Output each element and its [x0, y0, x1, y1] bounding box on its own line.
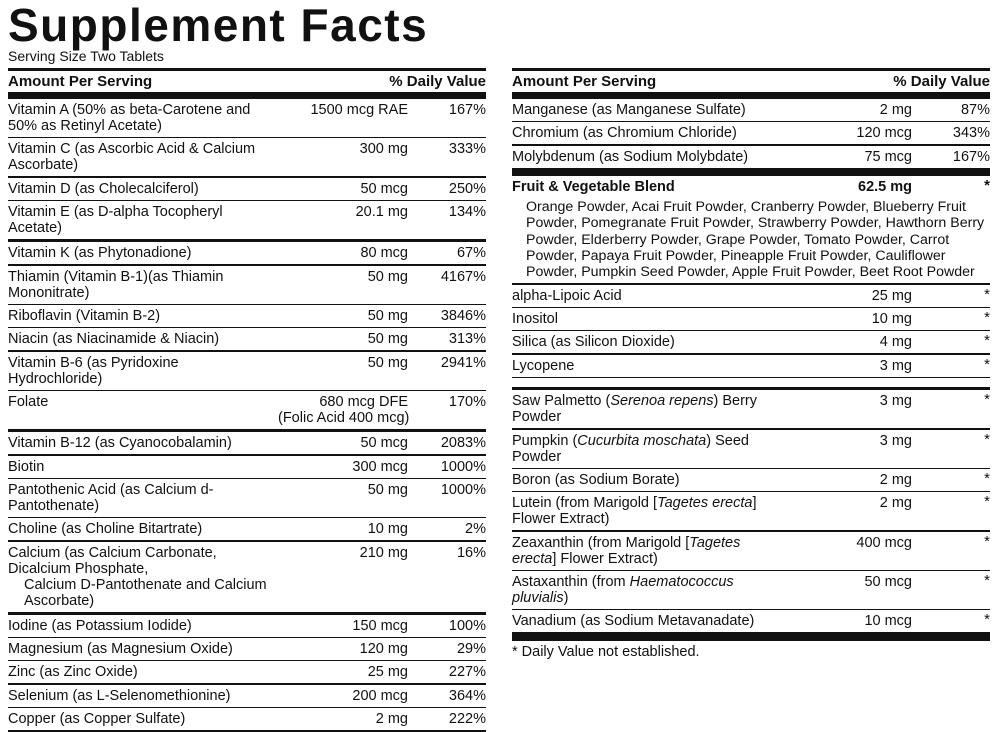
nutrient-amount: 680 mcg DFE (Folic Acid 400 mcg) [278, 394, 410, 427]
nutrient-name: Folate [8, 394, 49, 411]
nutrient-row [8, 328, 486, 350]
nutrient-name: Vitamin E (as D-alpha Tocopheryl Acetate) [8, 204, 223, 237]
nutrient-row [8, 391, 486, 429]
nutrient-amount: 2 mg [375, 711, 408, 728]
nutrient-amount: 50 mcg [360, 180, 408, 197]
nutrient-daily-value: * [984, 308, 990, 326]
nutrient-name: Pumpkin (Cucurbita moschata) Seed Powder [512, 432, 749, 465]
nutrient-row [8, 518, 486, 540]
nutrient-amount: 25 mg [367, 664, 408, 681]
nutrient-daily-value: * [984, 469, 990, 487]
right-rows-container [512, 99, 990, 660]
botanical-name: Cucurbita moschata [577, 432, 707, 449]
nutrient-daily-value: 313% [448, 331, 486, 348]
nutrient-name-continuation: Calcium D-Pantothenate and Calcium Ascorbate) [24, 576, 267, 609]
botanical-name: Tagetes erecta [512, 534, 741, 567]
nutrient-name: Saw Palmetto (Serenoa repens) Berry Powder [512, 393, 758, 426]
group-spacer [512, 378, 990, 387]
nutrient-name: Vitamin A (50% as beta-Carotene and 50% as Retinyl Acetate) [8, 102, 251, 134]
nutrient-daily-value: * [984, 391, 990, 409]
nutrient-daily-value: * [984, 355, 990, 373]
nutrient-amount: 20.1 mg [355, 204, 408, 221]
nutrient-amount: 150 mcg [352, 617, 408, 634]
nutrient-row [8, 352, 486, 390]
nutrient-name: Vitamin B-6 (as Pyridoxine Hydrochloride) [8, 354, 179, 387]
header-bottom-bar-right [512, 92, 990, 99]
nutrient-name: Vitamin D (as Cholecalciferol) [8, 180, 199, 197]
nutrient-daily-value: 2941% [440, 354, 486, 371]
nutrient-row [8, 242, 486, 264]
left-column-header [8, 71, 486, 92]
nutrient-daily-value: 167% [448, 102, 486, 118]
nutrient-daily-value: 170% [448, 394, 486, 411]
nutrient-name: Silica (as Silicon Dioxide) [512, 334, 675, 351]
nutrient-amount: 3 mg [879, 432, 912, 449]
botanical-name: Tagetes erecta [657, 495, 753, 512]
nutrient-amount-sub: (Folic Acid 400 mcg) [278, 410, 410, 427]
nutrient-amount: 50 mg [367, 331, 408, 348]
nutrient-daily-value: * [984, 430, 990, 448]
nutrient-name: Magnesium (as Magnesium Oxide) [8, 641, 233, 658]
botanical-name: Serenoa repens [610, 393, 714, 410]
nutrient-name: Vitamin C (as Ascorbic Acid & Calcium Ascorbate) [8, 141, 256, 174]
daily-value-footnote: * Daily Value not established. [512, 643, 700, 660]
nutrient-amount: 50 mg [367, 481, 408, 498]
nutrient-amount: 62.5 mg [858, 179, 912, 196]
nutrient-daily-value: 364% [448, 687, 486, 704]
nutrient-daily-value: 134% [448, 204, 486, 221]
header-bottom-bar [8, 92, 486, 99]
nutrient-amount: 50 mcg [360, 435, 408, 452]
nutrient-name: Lutein (from Marigold [Tagetes erecta] Flower Extract) [512, 495, 757, 528]
nutrient-row [512, 571, 990, 609]
nutrient-row [8, 201, 486, 239]
nutrient-amount: 50 mg [367, 307, 408, 324]
nutrient-row [512, 122, 990, 144]
nutrient-daily-value: 250% [448, 180, 486, 197]
nutrient-row [8, 266, 486, 304]
daily-value-header-right: % Daily Value [893, 73, 990, 90]
nutrient-row [512, 146, 990, 168]
nutrient-row [8, 615, 486, 637]
daily-value-header: % Daily Value [389, 73, 486, 90]
nutrient-daily-value: 100% [448, 617, 486, 634]
nutrient-amount: 75 mcg [864, 148, 912, 165]
nutrient-daily-value: * [984, 177, 990, 195]
nutrient-amount: 120 mg [359, 641, 408, 658]
nutrient-amount: 1500 mcg RAE [310, 102, 408, 118]
nutrient-amount: 300 mcg [352, 458, 408, 475]
nutrient-amount: 50 mg [367, 268, 408, 285]
nutrient-daily-value: * [984, 611, 990, 629]
nutrient-amount: 50 mcg [864, 574, 912, 591]
nutrient-name: Molybdenum (as Sodium Molybdate) [512, 148, 749, 165]
nutrient-row [8, 305, 486, 327]
page-title: Supplement Facts [8, 0, 429, 51]
nutrient-amount: 120 mcg [856, 125, 912, 142]
nutrient-name: Lycopene [512, 357, 575, 374]
nutrient-amount: 10 mg [367, 521, 408, 538]
nutrient-row [512, 532, 990, 570]
nutrient-name: Boron (as Sodium Borate) [512, 471, 680, 488]
left-nutrition-panel [8, 68, 486, 732]
nutrient-name: Chromium (as Chromium Chloride) [512, 125, 737, 142]
nutrient-name: Manganese (as Manganese Sulfate) [512, 102, 746, 118]
blend-ingredients-text: Orange Powder, Acai Fruit Powder, Cranberry Powder, Blueberry Fruit Powder, Pomegranate Fruit Powder, Strawberry Powder, Hawthorn Berry Powder, Elderberry Powder, Grape Powder, Tomato Powder, Carrot Powder, Papaya Fruit Powder, Pineapple Fruit Powder, Cauliflower Powder, Pumpkin Seed Powder, Apple Fruit Powder, Beet Root Powder [526, 199, 985, 280]
botanical-name: Haematococcus pluvialis [512, 574, 734, 607]
nutrient-row [8, 479, 486, 517]
nutrient-name: Vitamin K (as Phytonadione) [8, 245, 192, 262]
nutrient-name: Astaxanthin (from Haematococcus pluvialis) [512, 574, 734, 607]
nutrient-daily-value: 1000% [440, 458, 486, 475]
nutrient-name: Biotin [8, 458, 45, 475]
nutrient-name: Thiamin (Vitamin B-1)(as Thiamin Mononitrate) [8, 268, 224, 301]
row-separator [8, 730, 486, 731]
nutrient-name: Zinc (as Zinc Oxide) [8, 664, 138, 681]
nutrient-row [512, 99, 990, 121]
nutrient-daily-value: 167% [952, 148, 990, 165]
nutrient-daily-value: 4167% [440, 268, 486, 285]
nutrient-name: Riboflavin (Vitamin B-2) [8, 307, 161, 324]
nutrient-name: Fruit & Vegetable Blend [512, 179, 675, 196]
nutrient-name: Vanadium (as Sodium Metavanadate) [512, 613, 755, 630]
nutrient-row [512, 610, 990, 632]
nutrient-row [512, 308, 990, 330]
nutrient-row [8, 99, 486, 137]
nutrient-daily-value: 343% [952, 125, 990, 142]
nutrient-daily-value: * [984, 285, 990, 303]
nutrient-row [512, 430, 990, 468]
nutrient-amount: 80 mcg [360, 245, 408, 262]
nutrient-row [512, 390, 990, 428]
right-nutrition-panel [512, 68, 990, 660]
nutrient-row [8, 432, 486, 454]
nutrient-row [512, 176, 990, 198]
nutrient-daily-value: 1000% [440, 481, 486, 498]
nutrient-row [8, 178, 486, 200]
nutrient-row [512, 492, 990, 530]
nutrient-daily-value: * [984, 572, 990, 590]
nutrient-daily-value: 2083% [440, 435, 486, 452]
title-block [8, 0, 486, 64]
nutrient-name: Selenium (as L-Selenomethionine) [8, 687, 231, 704]
nutrient-amount: 3 mg [879, 357, 912, 374]
nutrient-daily-value: * [984, 493, 990, 511]
nutrient-amount: 10 mcg [864, 613, 912, 630]
nutrient-amount: 10 mg [871, 310, 912, 327]
nutrient-name: Copper (as Copper Sulfate) [8, 711, 186, 728]
nutrient-row [512, 355, 990, 377]
serving-size-text: Serving Size Two Tablets [8, 48, 164, 64]
nutrient-daily-value: 333% [448, 141, 486, 158]
nutrient-row [8, 685, 486, 707]
blend-top-bar [512, 169, 990, 176]
nutrient-name: Zeaxanthin (from Marigold [Tagetes erecta] Flower Extract) [512, 534, 741, 567]
nutrient-row [8, 708, 486, 730]
nutrient-row [8, 661, 486, 683]
nutrient-daily-value: * [984, 532, 990, 550]
nutrient-amount: 200 mcg [352, 687, 408, 704]
nutrient-daily-value: 2% [465, 521, 486, 538]
right-column-header [512, 71, 990, 92]
nutrient-row [8, 638, 486, 660]
nutrient-amount: 50 mg [367, 354, 408, 371]
nutrient-row [8, 138, 486, 176]
nutrient-name: Niacin (as Niacinamide & Niacin) [8, 331, 220, 348]
nutrient-daily-value: * [984, 332, 990, 350]
nutrient-row [512, 469, 990, 491]
nutrient-name: Iodine (as Potassium Iodide) [8, 617, 192, 634]
amount-per-serving-header-right: Amount Per Serving [512, 73, 657, 90]
nutrient-name: Calcium (as Calcium Carbonate, Dicalcium Phosphate, Calcium D-Pantothenate and Calcium Ascorbate) [8, 545, 278, 609]
nutrient-amount: 2 mg [879, 495, 912, 512]
nutrient-name: Pantothenic Acid (as Calcium d-Pantothenate) [8, 481, 214, 514]
nutrient-row [8, 542, 486, 612]
nutrient-amount: 400 mcg [856, 534, 912, 551]
panel-bottom-bar [512, 634, 990, 641]
amount-per-serving-header: Amount Per Serving [8, 73, 153, 90]
nutrient-daily-value: 3846% [440, 307, 486, 324]
nutrient-amount: 25 mg [871, 287, 912, 304]
nutrient-amount: 2 mg [879, 471, 912, 488]
nutrient-name: Vitamin B-12 (as Cyanocobalamin) [8, 435, 232, 452]
nutrient-daily-value: 222% [448, 711, 486, 728]
nutrient-row [512, 331, 990, 353]
nutrient-amount: 300 mg [359, 141, 408, 158]
nutrient-daily-value: 67% [456, 245, 486, 262]
nutrient-amount: 4 mg [879, 334, 912, 351]
nutrient-row [512, 285, 990, 307]
nutrient-amount: 3 mg [879, 393, 912, 410]
nutrient-daily-value: 16% [456, 544, 486, 561]
nutrient-daily-value: 87% [960, 102, 990, 118]
nutrient-amount: 2 mg [879, 102, 912, 118]
nutrient-amount: 210 mg [359, 544, 408, 561]
nutrient-daily-value: 29% [456, 641, 486, 658]
nutrient-name: Choline (as Choline Bitartrate) [8, 521, 203, 538]
nutrient-name: alpha-Lipoic Acid [512, 287, 622, 304]
nutrient-daily-value: 227% [448, 664, 486, 681]
nutrient-row [8, 456, 486, 478]
nutrient-name: Inositol [512, 310, 558, 327]
left-rows-container [8, 99, 486, 732]
